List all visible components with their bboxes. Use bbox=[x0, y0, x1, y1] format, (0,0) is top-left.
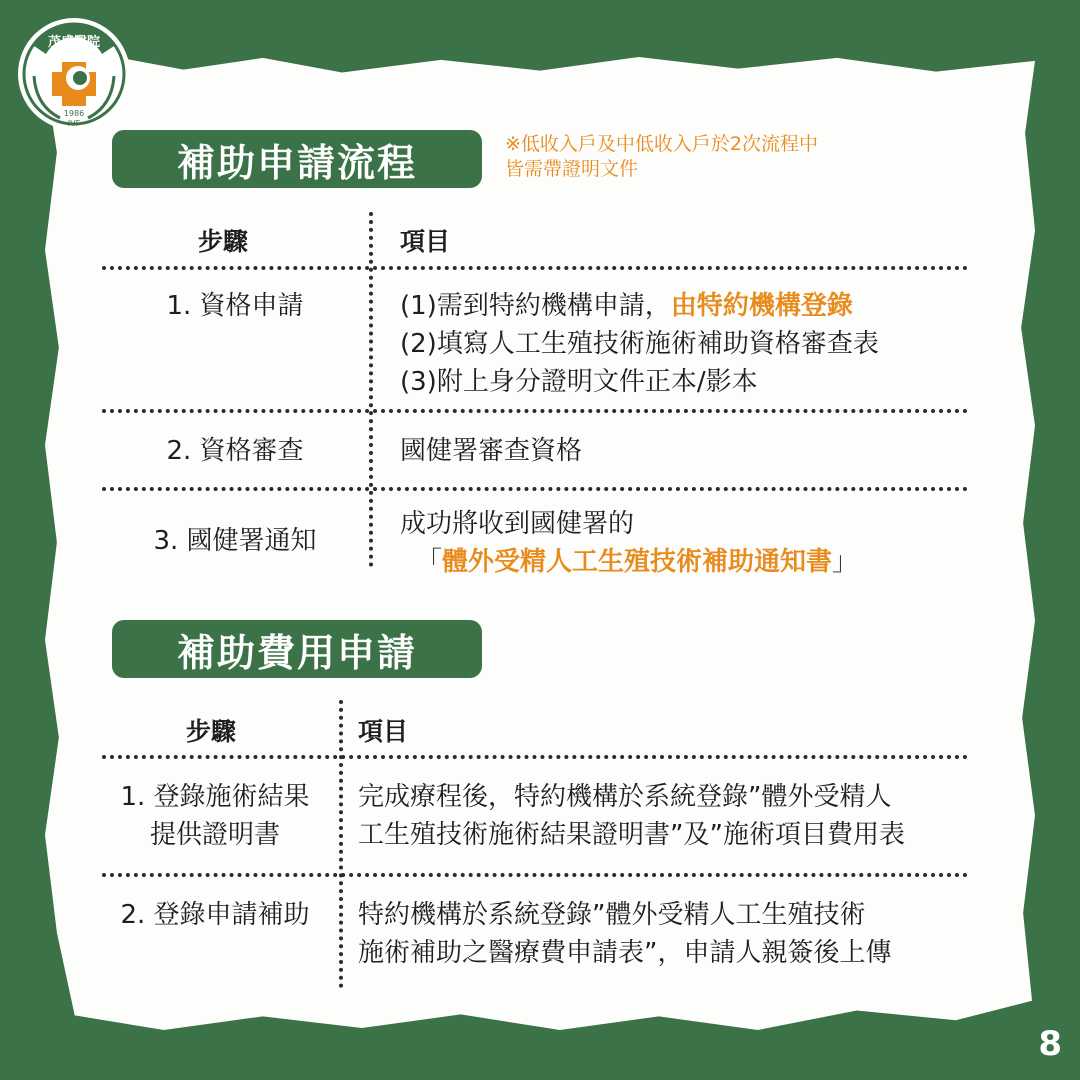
svg-text:1986: 1986 bbox=[63, 109, 85, 118]
low-income-note bbox=[505, 132, 818, 182]
item-line: (3)附上身分證明文件正本/影本 bbox=[400, 367, 758, 397]
item-line: 成功將收到國健署的 bbox=[400, 509, 635, 539]
highlight-text: 由特約機構登錄 bbox=[670, 291, 853, 321]
item-text: 「 bbox=[416, 547, 443, 577]
step-cell bbox=[100, 778, 330, 854]
step-cell: 3. 國健署通知 bbox=[153, 526, 317, 556]
item-cell: 國健署審查資格 bbox=[400, 436, 583, 466]
hospital-logo bbox=[16, 16, 132, 132]
item-line bbox=[416, 543, 858, 581]
step-cell: 1. 資格申請 bbox=[166, 291, 304, 321]
section-title-expense-application: 補助費用申請 bbox=[112, 620, 482, 678]
column-header-item: 項目 bbox=[400, 227, 451, 256]
column-divider bbox=[339, 700, 343, 988]
row-divider bbox=[102, 873, 968, 877]
row-divider bbox=[102, 487, 968, 491]
item-cell bbox=[400, 505, 858, 581]
svg-text:IVF: IVF bbox=[67, 119, 81, 128]
highlight-text: 體外受精人工生殖技術補助通知書 bbox=[442, 547, 833, 577]
item-cell bbox=[358, 896, 891, 972]
section-title-application-process: 補助申請流程 bbox=[112, 130, 482, 188]
item-cell bbox=[400, 287, 879, 401]
item-line: (2)填寫人工生殖技術施術補助資格審查表 bbox=[400, 329, 879, 359]
row-divider bbox=[102, 755, 968, 759]
item-line: 工生殖技術施術結果證明書”及”施術項目費用表 bbox=[358, 820, 905, 850]
svg-text:茂盛醫院: 茂盛醫院 bbox=[47, 35, 101, 50]
item-text: (1)需到特約機構申請， bbox=[400, 291, 671, 321]
row-divider bbox=[102, 266, 968, 270]
item-line bbox=[400, 287, 879, 325]
item-text: 」 bbox=[832, 547, 859, 577]
column-header-step: 步驟 bbox=[186, 717, 237, 746]
item-line: 完成療程後，特約機構於系統登錄”體外受精人 bbox=[358, 782, 892, 812]
step-line: 1. 登錄施術結果 bbox=[120, 782, 310, 812]
step-cell: 2. 資格審查 bbox=[166, 436, 304, 466]
note-line: ※低收入戶及中低收入戶於2次流程中 bbox=[505, 133, 819, 155]
step-line: 提供證明書 bbox=[149, 820, 280, 850]
column-header-item: 項目 bbox=[358, 717, 409, 746]
note-line: 皆需帶證明文件 bbox=[505, 158, 639, 180]
item-line: 施術補助之醫療費申請表”，申請人親簽後上傳 bbox=[358, 938, 892, 968]
item-line: 特約機構於系統登錄”體外受精人工生殖技術 bbox=[358, 900, 866, 930]
page-number: 8 bbox=[1038, 1024, 1062, 1064]
column-header-step: 步驟 bbox=[198, 227, 249, 256]
step-cell: 2. 登錄申請補助 bbox=[120, 900, 310, 930]
item-cell bbox=[358, 778, 905, 854]
row-divider bbox=[102, 409, 968, 413]
